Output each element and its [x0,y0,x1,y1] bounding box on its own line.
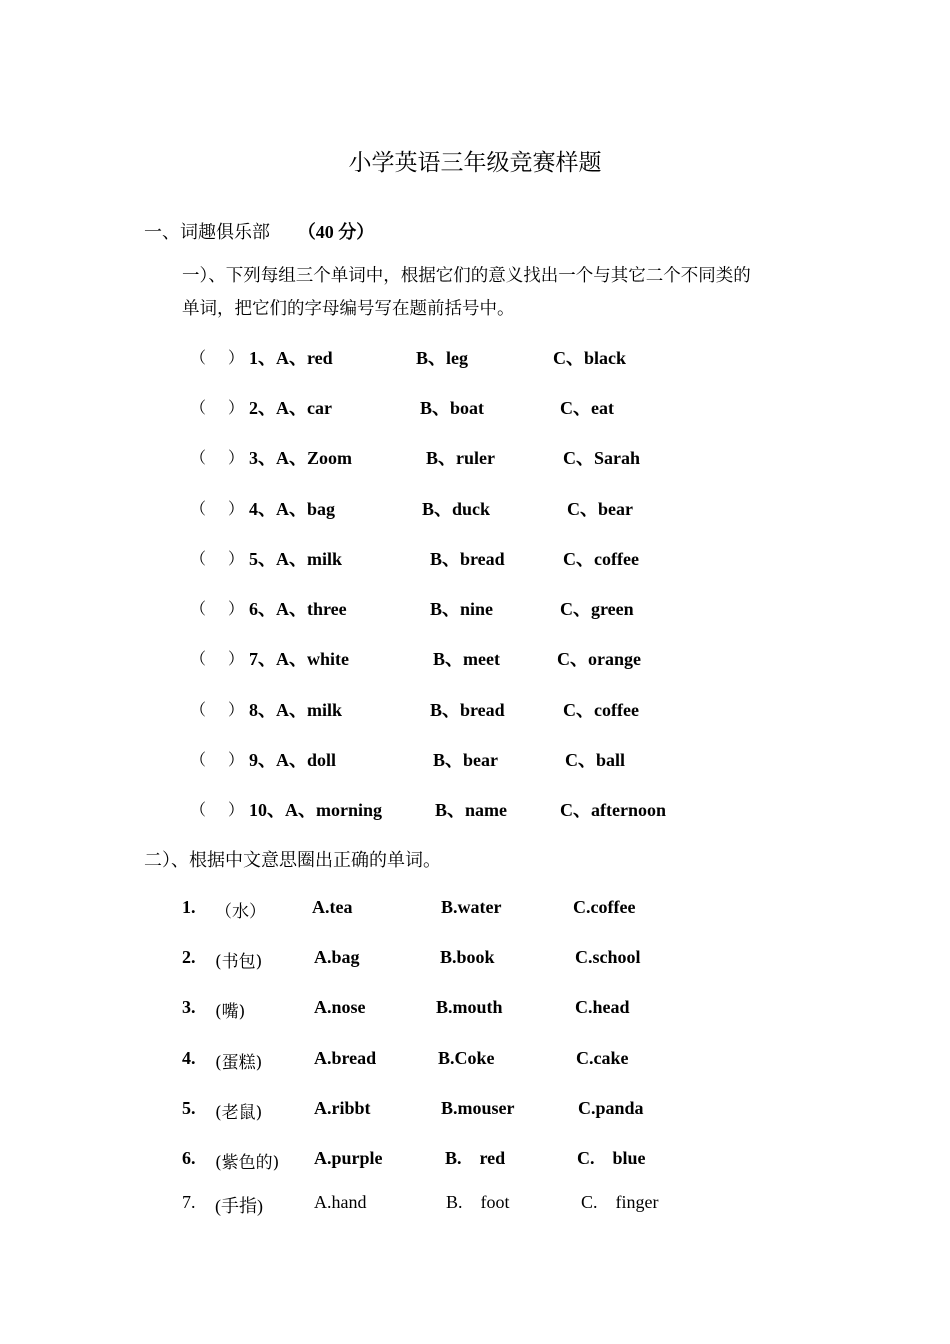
option-a[interactable]: A.tea [312,897,353,917]
option-c: C、green [560,599,634,619]
option-a[interactable]: A.bread [314,1048,377,1068]
option-c: C、coffee [563,700,639,720]
answer-paren-open[interactable]: （ [190,599,207,618]
option-b: B、name [435,800,507,820]
answer-paren-open[interactable]: （ [190,549,207,568]
answer-paren-open[interactable]: （ [190,448,207,467]
question-number-option-a: 10、A、morning [249,800,383,820]
question-number-option-a: 6、A、three [249,599,347,619]
option-c[interactable]: C. blue [577,1148,646,1168]
option-c: C、bear [567,499,633,519]
answer-paren-close: ） [228,348,245,367]
answer-paren-close: ） [228,448,245,467]
question-number-option-a: 8、A、milk [249,700,343,720]
section1-heading [144,218,374,244]
item-number: 2. [182,947,196,967]
option-b: B、bread [430,549,505,569]
option-c: C、black [553,348,627,368]
answer-paren-open[interactable]: （ [190,800,207,819]
option-a[interactable]: A.hand [314,1192,367,1212]
option-b: B、leg [416,348,468,368]
question-number-option-a: 4、A、bag [249,499,336,519]
item-number: 4. [182,1048,196,1068]
option-b: B、nine [430,599,494,619]
question-number-option-a: 5、A、milk [249,549,343,569]
chinese-hint: （水） [215,902,266,922]
chinese-hint: (紫色的) [215,1153,280,1173]
answer-paren-open[interactable]: （ [190,649,207,668]
option-c[interactable]: C. finger [581,1192,659,1212]
chinese-hint: (蛋糕) [215,1053,263,1073]
item-number: 3. [182,997,196,1017]
answer-paren-close: ） [228,398,245,417]
answer-paren-close: ） [228,649,245,668]
option-c[interactable]: C.cake [576,1048,629,1068]
answer-paren-open[interactable]: （ [190,750,207,769]
item-number: 1. [182,897,196,917]
option-c: C、eat [560,398,614,418]
answer-paren-open[interactable]: （ [190,499,207,518]
item-number: 6. [182,1148,196,1168]
answer-paren-close: ） [228,750,245,769]
chinese-hint: (手指) [215,1196,263,1216]
chinese-hint: (书包) [215,952,263,972]
option-c[interactable]: C.panda [578,1098,644,1118]
question-number-option-a: 3、A、Zoom [249,448,352,468]
option-b: B、duck [422,499,491,519]
option-b[interactable]: B.water [441,897,502,917]
option-b: B、boat [420,398,485,418]
option-b: B、meet [433,649,500,669]
option-a[interactable]: A.ribbt [314,1098,371,1118]
answer-paren-close: ） [228,549,245,568]
page-title: 小学英语三年级竞赛样题 [348,150,602,176]
chinese-hint: (老鼠) [215,1103,263,1123]
question-number-option-a: 9、A、doll [249,750,337,770]
option-c: C、orange [557,649,641,669]
option-a[interactable]: A.purple [314,1148,383,1168]
option-b[interactable]: B. foot [446,1192,510,1212]
section1-score: （40 分） [297,222,375,242]
question-number-option-a: 7、A、white [249,649,349,669]
option-b: B、bear [433,750,498,770]
instruction-line-2: 单词，把它们的字母编号写在题前括号中。 [182,299,515,319]
option-c: C、afternoon [560,800,666,820]
section1-heading-text: 一、词趣俱乐部 [144,222,270,243]
question-number-option-a: 2、A、car [249,398,332,418]
option-b[interactable]: B. red [445,1148,506,1168]
chinese-hint: (嘴) [215,1002,246,1022]
instruction-line-1: 一）、下列每组三个单词中，根据它们的意义找出一个与其它二个不同类的 [182,266,751,286]
item-number: 5. [182,1098,196,1118]
answer-paren-close: ） [228,499,245,518]
option-c: C、Sarah [563,448,641,468]
option-a[interactable]: A.nose [314,997,366,1017]
answer-paren-close: ） [228,800,245,819]
section1-instruction [182,260,751,326]
answer-paren-open[interactable]: （ [190,348,207,367]
option-b[interactable]: B.mouth [436,997,503,1017]
question-number-option-a: 1、A、red [249,348,333,368]
option-c[interactable]: C.head [575,997,630,1017]
option-c[interactable]: C.school [575,947,641,967]
option-b[interactable]: B.mouser [441,1098,515,1118]
option-c: C、ball [565,750,626,770]
option-c[interactable]: C.coffee [573,897,636,917]
option-a[interactable]: A.bag [314,947,360,967]
option-b: B、bread [430,700,505,720]
answer-paren-close: ） [228,700,245,719]
option-b: B、ruler [426,448,495,468]
option-b[interactable]: B.book [440,947,495,967]
option-b[interactable]: B.Coke [438,1048,495,1068]
answer-paren-close: ） [228,599,245,618]
answer-paren-open[interactable]: （ [190,398,207,417]
item-number: 7. [182,1192,196,1212]
answer-paren-open[interactable]: （ [190,700,207,719]
option-c: C、coffee [563,549,639,569]
section2-heading: 二）、根据中文意思圈出正确的单词。 [144,850,441,871]
